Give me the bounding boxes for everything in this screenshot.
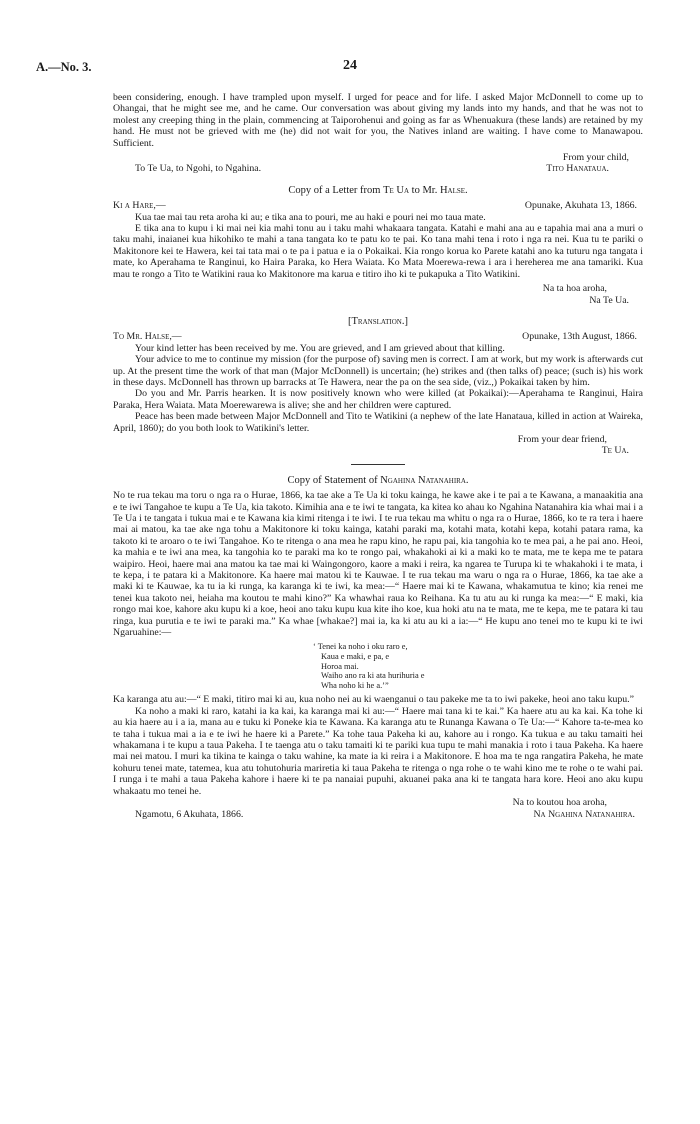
letter-salutation-row [113,200,643,211]
document-reference: A.—No. 3. [36,60,92,74]
verse-line: Horoa mai. [321,661,359,671]
letter-addressee: To Te Ua, to Ngohi, to Ngahina. [135,163,262,175]
place-date: Opunake, Akuhata 13, 1866. [524,200,637,212]
salutation: To Mr. Halse,— [113,331,182,343]
letter-closing: Na ta hoa aroha, [542,283,607,295]
letter-paragraph: Kua tae mai tau reta aroha ki au; e tika ana to pouri, me au haki e pouri nei mo taua mate. [135,211,486,223]
letter-signature: Tito Hanataua. [546,163,609,175]
page-header [36,60,664,80]
section-heading-statement: Copy of Statement of Ngahina Natanahira. [287,474,469,486]
letter-signature: Na Te Ua. [589,294,629,306]
verse-line: ‘ Tenei ka noho i oku raro e, [313,642,408,652]
section-heading-te-ua-letter: Copy of a Letter from Te Ua to Mr. Halse. [288,184,468,196]
verse-line: Kaua e maki, e pa, e [321,652,390,662]
statement-signature: Na Ngahina Natanahira. [533,808,635,820]
letter-closing: From your dear friend, [517,433,607,445]
statement-paragraph: No te rua tekau ma toru o nga ra o Hurae, 1866, ka tae ake a Te Ua ki toku kainga, he kawe ake i te pai a te Kawana, a manaakitia ana e te iwi Tangahoe te kupu a Te Ua, kia takoto. Kimihia ana e te iwi te tangata, ka kitea ko ahau ko Ngahina Natanahira kia whai mai i a Te Ua i te tangata i tukua mai e te Kawana kia kimi ritenga i te iwi. I te rua tekau ma whitu o nga ra o Hurae, 1866, ko te ra tera i haere mai ai matou, ka tae ake nga tohu a Makitonore ki toku kainga, katahi paraki ma, kotahi mata, kotahi kepa, kotahi patara rama, ka takoto ki te aroaro o te iwi Tangahoe. Ko te ritenga o ana mea he rapu kino, he rapu pai, kia tangohia ko te mea pai, a he pai ano. Heoi, ka mahia e te iwi ana mea, ka tangohia ko te paraki ma ko te rongo pai, whakahoki ai ki a maki ko te mata, me te kepa me te patara waipiro. Heoi, haere mai ana matou ka tae mai ki Waingongoro, kaore a maki i reira, ka ngarea te Turupa ki te whakahoki i te mata, i te kepa, i te patara ki a Makitonore. Ka haere mai matou ki te Kauwae. I te rua tekau ma waru o nga ra o Hurae, 1866, ka tae ake a maki ki te Kauwae, ka tu ia ki runga, ka karanga ki te iwi, ka mea:—“ Haere mai ki te Kawana, whakamutua te kino; kia renei me tenei kua takoto nei, heiaha ma koutou te mahi kino?” Ka whawhai raua ko Reihana. Ka tu atu au ki runga ka mea:—“ E maki, kia rongo mai koe, kahore aku kupu ki a koe, heoi ano taku kupu kua kite iho koe, kua hoki atu na te mata, me te kepa, me te patara ki tau ringa, kua purutia e te iwi te paraki ma.” Ka whae [whakae?] mai ia, ka ki atu au ki a ia:—“ He kupu ano tenei mo te kupu ki te iwi Ngaruahine:— [113,490,643,639]
section-heading-translation: [Translation.] [348,315,408,327]
letter-paragraph: Your kind letter has been received by me. You are grieved, and I am grieved about that killing. [135,342,505,354]
letter-paragraph: E tika ana to kupu i ki mai nei kia mahi tonu au i taku mahi whakaara tangata. Katahi e mahi ana au e tapahia mai ana a muri o taku mahi, inaianei kua hikohiko te mahi a tana tangata ko te patu ko te pai. Ko tana mahi tena i roto i nga ra nei. Kua tu te pariki o Makitonore kei te Hawera, kei tai tata mai o te pa i patua e ia o Pokaikai. Kia rongo korua ko Parete katahi ano ka tuturu nga tangata i mate, ko Aperahama te Ranginui, ko Haira Paraka, ko Hera Waiata. Ko Mata Moerewa-rewa i ara i hereherea me ana tamariki. Kua mau te rongo a Tito te Watikini raua ko Makitonore ma karua e titiro iho ki te pukapuka a Tito Watikini. [113,223,643,280]
place-date: Ngamotu, 6 Akuhata, 1866. [135,808,244,820]
statement-paragraph: Ka noho a maki ki raro, katahi ia ka kai, ka karanga mai ki au:—“ Haere mai tana ki te kai.” Ka haere atu au ka kai. Ka tohe ki au kia haere au i a ia, mana au e tuku ki Poneke kia te Kawana. Ka karanga atu te Runanga Kawana o Te Ua:—“ Kahore ta-te-mea ko te taha i tukua mai a ia e te iwi he haere ki a Parete.” Ka tohe taua Pakeha ki au, kahore au i rongo. Ka tukua e au taku tamaiti hei whakamana i te kupu a taua Pakeha. I te taenga atu o taku tamaiti ki te pariki kua tupu te mahi manakia i roto i taua Pakeha. Ka haere mai nei matou. I muri ka tikina te kainga o taku wahine, ka mate ia ki reira i a Makitonore. E hoa ma te nga rangatira Pakeha, he mate kohuru tenei mate, tatemea, kua atu tohutohuria mariretia ki taua Pakeha te ritenga o nga rohe o te wahi kino me te rohe o te wahi pai. I runga i te mahi a taua Pakeha kahore i haere ki te pa nanaiai pupuhi, akuanei paka ana ki te tangata hara kore. Heoi ano aku kupu whakaatu mo tenei he. [113,705,643,797]
letter-footer [113,163,643,174]
statement-footer [113,809,643,820]
salutation: Ki a Hare,— [113,200,166,212]
verse-line: Waiho ano ra ki ata hurihuria e [321,671,425,681]
document-body [113,92,643,820]
letter-closing: From your child, [562,152,629,164]
letter-paragraph: Your advice to me to continue my mission (for the purpose of) saving men is correct. I am at work, but my work is afterwards cut up. At the present time the work of that man (Major McDonnell) is uncertain; (he) strikes and (then talks of) peace; (such is) his work in these days. McDonnell has thrown up barracks at Te Hawera, near the pa on the sea side, (viz.,) Pokaikai taken by him. [113,354,643,388]
letter-signature: Te Ua. [601,445,629,457]
section-divider [351,464,405,465]
place-date: Opunake, 13th August, 1866. [522,331,637,343]
statement-closing: Na to koutou hoa aroha, [512,797,607,809]
letter-salutation-row [113,331,643,342]
verse-line: Wha noho ki he a.’” [321,680,389,690]
page-number: 24 [343,58,357,73]
continued-paragraph: been considering, enough. I have trampled upon myself. I urged for peace and for life. I asked Major McDonnell to come up to Ohangai, that he might see me, and he came. Our conversation was about giving my lands into my hands, and that he was not to molest any creeping thing in the plain, commencing at Taiporohenui and going as far as Whenuakura (these lands) are retained by my hand. He must not be grieved with me (he) did not wait for you, the Natives inland are waiting. I have come to Manawapou. Sufficient. [113,92,643,149]
letter-paragraph: Peace has been made between Major McDonnell and Tito te Watikini (a nephew of the late Hanataua, killed in action at Waireka, April, 1860); do you both look to Watikini's letter. [113,411,643,434]
song-verse [313,642,643,690]
statement-paragraph: Ka karanga atu au:—“ E maki, titiro mai ki au, kua noho nei au ki waenganui o tau pakeke me ta to iwi pakeke, heoi ano taku kupu.” [113,694,634,706]
letter-paragraph: Do you and Mr. Parris hearken. It is now positively known who were killed (at Pokaikai):—Aperahama te Ranginui, Haira Paraka, Hera Waiata. Mata Moerewarewa is alive; she and her children were captured. [113,388,643,411]
